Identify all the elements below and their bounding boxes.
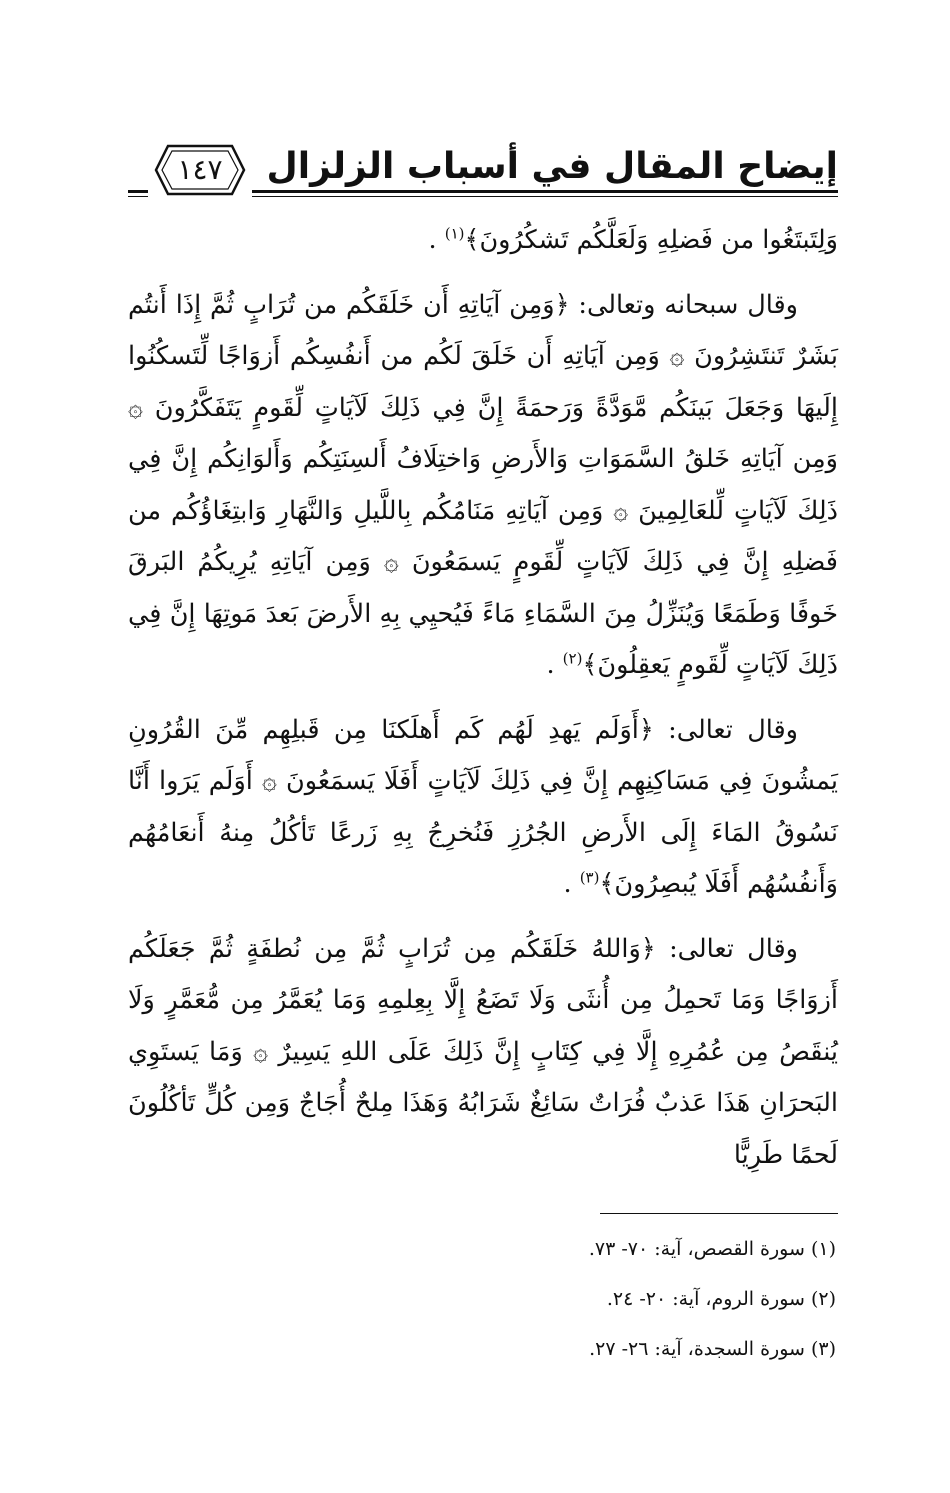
paragraph-3 [128,705,838,911]
body-text [128,215,838,1194]
paragraph-end-1: . [428,225,437,255]
footnote-number: (٢) [810,1288,836,1310]
footnote-1 [128,1224,838,1274]
quran-verse-2: ﴿وَمِن آيَاتِهِ أَن خَلَقَكُم من تُرَابٍ ثُمَّ إِذَا أَنتُم بَشَرٌ تَنتَشِرُونَ ۞ وَمِن آيَاتِهِ أَن خَلَقَ لَكُم من أَنفُسِكُم أَزوَاجًا لِّتَسكُنُوا إِلَيهَا وَجَعَلَ بَينَكُم مَّوَدَّةً وَرَحمَةً إِنَّ فِي ذَلِكَ لَآيَاتٍ لِّقَومٍ يَتَفَكَّرُونَ ۞ وَمِن آيَاتِهِ خَلقُ السَّمَوَاتِ وَالأَرضِ وَاختِلَافُ أَلسِنَتِكُم وَأَلوَانِكُم إِنَّ فِي ذَلِكَ لَآيَاتٍ لِّلعَالِمِينَ ۞ وَمِن آيَاتِهِ مَنَامُكُم بِاللَّيلِ وَالنَّهَارِ وَابتِغَاؤُكُم من فَضلِهِ إِنَّ فِي ذَلِكَ لَآيَاتٍ لِّقَومٍ يَسمَعُونَ ۞ وَمِن آيَاتِهِ يُرِيكُمُ البَرقَ خَوفًا وَطَمَعًا وَيُنَزِّلُ مِنَ السَّمَاءِ مَاءً فَيُحيِي بِهِ الأَرضَ بَعدَ مَوتِهَا إِنَّ فِي ذَلِكَ لَآيَاتٍ لِّقَومٍ يَعقِلُونَ﴾ [128,289,838,680]
quran-verse-3: ﴿أَوَلَم يَهدِ لَهُم كَم أَهلَكنَا مِن قَبلِهِم مِّنَ القُرُونِ يَمشُونَ فِي مَسَاكِنِهِم إِنَّ فِي ذَلِكَ لَآيَاتٍ أَفَلَا يَسمَعُونَ ۞ أَوَلَم يَرَوا أَنَّا نَسُوقُ المَاءَ إِلَى الأَرضِ الجُرُزِ فَنُخرِجُ بِهِ زَرعًا تَأكُلُ مِنهُ أَنعَامُهُم وَأَنفُسُهُم أَفَلَا يُبصِرُونَ﴾ [128,714,838,899]
page-number-badge [148,140,252,200]
footnote-3 [128,1324,838,1374]
footnote-text: سورة السجدة، آية: ٢٦- ٢٧. [589,1338,805,1360]
footnote-2 [128,1274,838,1324]
running-header [128,136,838,206]
paragraph-end-2: . [546,650,555,680]
paragraph-end-3: . [563,869,572,899]
paragraph-4 [128,924,838,1182]
footnote-separator [600,1213,838,1214]
quran-verse-1: وَلِتَبتَغُوا من فَضلِهِ وَلَعَلَّكُم تَشكُرُونَ﴾ [464,225,838,255]
footnote-ref-1: (١) [444,224,465,243]
footnote-text: سورة القصص، آية: ٧٠- ٧٣. [588,1238,805,1260]
paragraph-lead-2: وقال سبحانه وتعالى: [569,289,798,320]
paragraph-1 [128,215,838,267]
footnote-ref-2: (٢) [562,649,583,668]
paragraph-lead-3: وقال تعالى: [653,714,798,745]
footnotes [128,1224,838,1374]
quran-verse-4: ﴿وَاللهُ خَلَقَكُم مِن تُرَابٍ ثُمَّ مِن نُطفَةٍ ثُمَّ جَعَلَكُم أَزوَاجًا وَمَا تَحمِلُ مِن أُنثَى وَلَا تَضَعُ إِلَّا بِعِلمِهِ وَمَا يُعَمَّرُ مِن مُّعَمَّرٍ وَلَا يُنقَصُ مِن عُمُرِهِ إِلَّا فِي كِتَابٍ إِنَّ ذَلِكَ عَلَى اللهِ يَسِيرٌ ۞ وَمَا يَستَوِي البَحرَانِ هَذَا عَذبٌ فُرَاتٌ سَائِغٌ شَرَابُهُ وَهَذَا مِلحٌ أُجَاجٌ وَمِن كُلٍّ تَأكُلُونَ لَحمًا طَرِيًّا [128,933,838,1170]
paragraph-lead-4: وقال تعالى: [655,933,798,964]
page-number: ١٤٧ [177,153,223,186]
paragraph-2 [128,280,838,692]
footnote-number: (١) [810,1238,836,1260]
running-title: إيضاح المقال في أسباب الزلزال [266,146,838,187]
footnote-ref-3: (٣) [579,868,600,887]
footnote-number: (٣) [810,1338,836,1360]
footnote-text: سورة الروم، آية: ٢٠- ٢٤. [606,1288,805,1310]
